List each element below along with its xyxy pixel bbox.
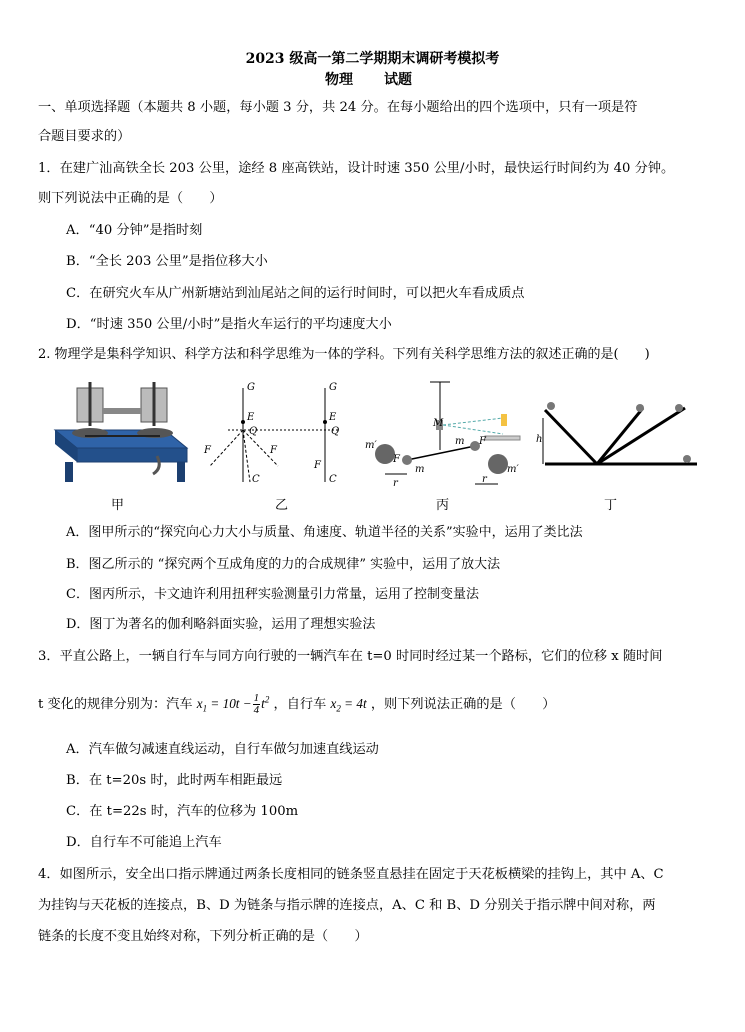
label-m-right: m xyxy=(455,436,465,447)
q1-stem-line2: 则下列说法中正确的是（ ） xyxy=(38,191,223,206)
section-heading-line1: 一、单项选择题（本题共 8 小题，每小题 3 分，共 24 分。在每小题给出的四个选项中，只有一项是符 xyxy=(38,100,638,115)
section-heading-line2: 合题目要求的） xyxy=(38,129,131,144)
q2-option-a: A．图甲所示的“探究向心力大小与质量、角速度、轨道半径的关系”实验中，运用了类比法 xyxy=(66,525,583,540)
q3-line2-prefix: t 变化的规律分别为：汽车 xyxy=(38,697,193,712)
q3-stem-line1: 3．平直公路上，一辆自行车与同方向行驶的一辆汽车在 t=0 时同时经过某一个路标，它们的位移 x 随时间 xyxy=(38,649,663,664)
figure-ding-incline xyxy=(535,398,705,490)
figure-ding-caption: 丁 xyxy=(604,498,618,513)
exam-subtitle: 试题 xyxy=(384,72,412,88)
q3-option-d: D．自行车不可能追上汽车 xyxy=(66,835,222,850)
figure-bing-caption: 丙 xyxy=(436,498,450,513)
label-e-left: E xyxy=(247,412,255,423)
label-h: h xyxy=(536,434,543,445)
label-c-right: C xyxy=(329,474,337,485)
figure-jia-caption: 甲 xyxy=(111,498,125,513)
figure-bing-torsion-balance xyxy=(335,378,525,490)
q1-option-c: C．在研究火车从广州新塘站到汕尾站之间的运行时间时，可以把火车看成质点 xyxy=(66,286,525,301)
q4-stem-line1: 4．如图所示，安全出口指示牌通过两条长度相同的链条竖直悬挂在固定于天花板横梁的挂钩上，其中 A、C xyxy=(38,867,664,882)
label-m-big: M xyxy=(433,418,444,429)
figure-jia-apparatus xyxy=(45,378,200,490)
q1-option-d: D．“时速 350 公里/小时”是指火车运行的平均速度大小 xyxy=(66,317,392,332)
q2-option-b: B．图乙所示的 “探究两个互成角度的力的合成规律” 实验中，运用了放大法 xyxy=(66,557,501,572)
q2-option-d: D．图丁为著名的伽利略斜面实验，运用了理想实验法 xyxy=(66,617,376,632)
q3-option-c: C．在 t=22s 时，汽车的位移为 100m xyxy=(66,804,299,819)
q3-line2-mid: ，自行车 xyxy=(273,697,327,712)
label-m-left: m xyxy=(415,464,425,475)
q3-line2-suffix: ，则下列说法正确的是（ ） xyxy=(370,697,556,712)
q1-stem-line1: 1．在建广汕高铁全长 203 公里，途经 8 座高铁站，设计时速 350 公里/小时，最快运行时间约为 40 分钟。 xyxy=(38,161,675,176)
exam-subject: 物理 xyxy=(325,72,353,88)
label-f2: F xyxy=(270,445,277,456)
label-f-right: F xyxy=(479,436,486,447)
q4-stem-line3: 链条的长度不变且始终对称，下列分析正确的是（ ） xyxy=(38,929,368,944)
q1-option-a: A．“40 分钟”是指时刻 xyxy=(66,223,203,238)
bike-equation: $x_2 = 4t$ xyxy=(330,696,367,714)
label-q-left: Q xyxy=(249,426,258,437)
label-f-left: F xyxy=(393,454,400,465)
label-f1: F xyxy=(204,445,211,456)
q3-stem-line2 xyxy=(38,690,555,719)
label-r-left: r xyxy=(393,478,398,489)
q4-stem-line2: 为挂钩与天花板的连接点，B、D 为链条与指示牌的连接点，A、C 和 B、D 分别关于指示牌中间对称，两 xyxy=(38,898,656,913)
label-f: F xyxy=(314,460,321,471)
q2-stem: 2. 物理学是集科学知识、科学方法和科学思维为一体的学科。下列有关科学思维方法的叙述正确的是( ) xyxy=(38,347,650,362)
car-equation: $x_1 = 10t$ − $\frac{1}{4}$ $t^2$ xyxy=(196,692,270,717)
label-c-left: C xyxy=(252,474,260,485)
label-mp-right: m′ xyxy=(507,464,519,475)
label-g-left: G xyxy=(247,382,255,393)
q1-option-b: B．“全长 203 公里”是指位移大小 xyxy=(66,254,268,269)
figure-yi-caption: 乙 xyxy=(275,498,289,513)
label-e-right: E xyxy=(329,412,337,423)
label-g-right: G xyxy=(329,382,337,393)
q3-option-a: A．汽车做匀减速直线运动，自行车做匀加速直线运动 xyxy=(66,742,379,757)
label-mp-left: m′ xyxy=(365,440,377,451)
q3-option-b: B．在 t=20s 时，此时两车相距最远 xyxy=(66,773,283,788)
figure-yi-forces xyxy=(200,378,350,490)
exam-title: 2023 级高一第二学期期末调研考模拟考 xyxy=(245,51,500,67)
label-q-right: Q xyxy=(331,426,340,437)
q2-option-c: C．图丙所示，卡文迪许利用扭秤实验测量引力常量，运用了控制变量法 xyxy=(66,587,479,602)
label-r-right: r xyxy=(482,474,487,485)
